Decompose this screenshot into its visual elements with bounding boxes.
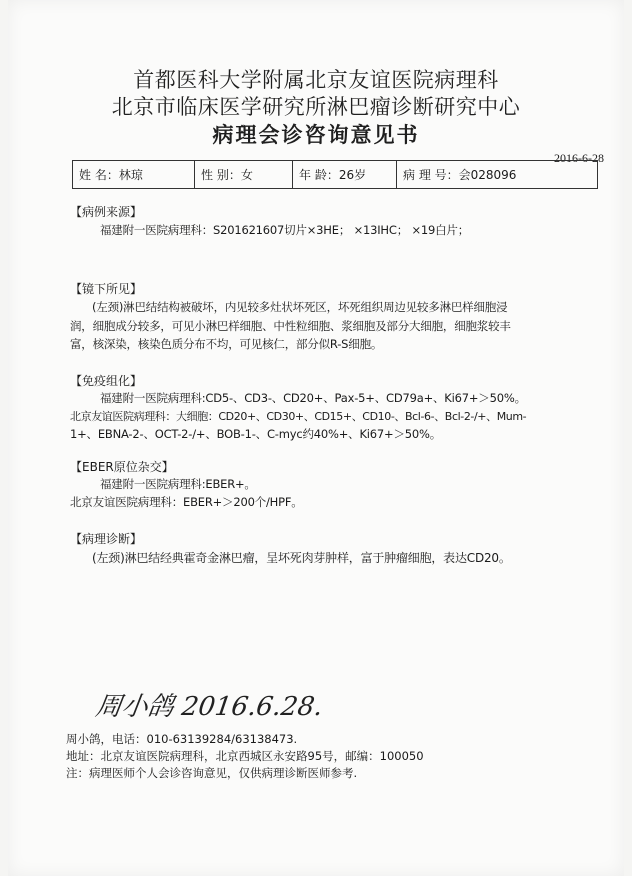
microscopy-line-3: 富，核深染，核染色质分布不均，可见核仁，部分似R-S细胞。	[70, 337, 383, 351]
eber-line-1: 福建附一医院病理科:EBER+。	[100, 477, 256, 491]
diagnosis-text: (左颈)淋巴结经典霍奇金淋巴瘤，呈坏死肉芽肿样，富于肿瘤细胞，表达CD20。	[92, 551, 511, 565]
contact-line: 周小鸽，电话：010-63139284/63138473.	[66, 732, 298, 746]
report-date: 2016-6-28	[554, 151, 604, 165]
microscopy-heading: 【镜下所见】	[70, 282, 143, 296]
diagnosis-heading: 【病理诊断】	[70, 532, 143, 546]
microscopy-line-1: (左颈)淋巴结结构被破坏，内见较多灶状坏死区，坏死组织周边见较多淋巴样细胞浸	[92, 300, 508, 314]
eber-line-2: 北京友谊医院病理科：EBER+＞200个/HPF。	[70, 495, 303, 509]
patient-name: 姓 名：林琼	[73, 161, 195, 188]
ihc-line-2: 北京友谊医院病理科：大细胞：CD20+、CD30+、CD15+、CD10-、Bcl-6-、Bcl-2-/+、Mum-	[70, 410, 527, 423]
ihc-heading: 【免疫组化】	[70, 374, 143, 388]
patient-gender: 性 别：女	[195, 161, 293, 188]
ihc-line-3: 1+、EBNA-2-、OCT-2-/+、BOB-1-、C-myc约40%+、Ki67+＞50%。	[70, 427, 442, 441]
microscopy-line-2: 润，细胞成分较多，可见小淋巴样细胞、中性粒细胞、浆细胞及部分大细胞，细胞浆较丰	[70, 319, 511, 333]
research-center-title: 北京市临床医学研究所淋巴瘤诊断研究中心	[111, 95, 521, 119]
pathology-number: 病 理 号：会028096	[403, 168, 517, 182]
address-line: 地址：北京友谊医院病理科，北京西城区永安路95号，邮编：100050	[66, 749, 424, 763]
patient-info-table	[72, 160, 598, 189]
eber-heading: 【EBER原位杂交】	[70, 460, 174, 474]
document-title: 病理会诊咨询意见书	[212, 123, 420, 147]
hospital-department-title: 首都医科大学附属北京友谊医院病理科	[133, 68, 499, 92]
handwritten-signature: 周小鸽 2016.6.28.	[93, 692, 325, 722]
note-line: 注：病理医师个人会诊咨询意见，仅供病理诊断医师参考.	[66, 766, 358, 780]
case-source-heading: 【病例来源】	[70, 205, 143, 219]
ihc-line-1: 福建附一医院病理科:CD5-、CD3-、CD20+、Pax-5+、CD79a+、Ki67+＞50%。	[100, 391, 526, 405]
case-source-text: 福建附一医院病理科：S201621607切片×3HE； ×13IHC； ×19白片；	[100, 223, 470, 237]
patient-age: 年 龄：26岁	[293, 161, 397, 188]
